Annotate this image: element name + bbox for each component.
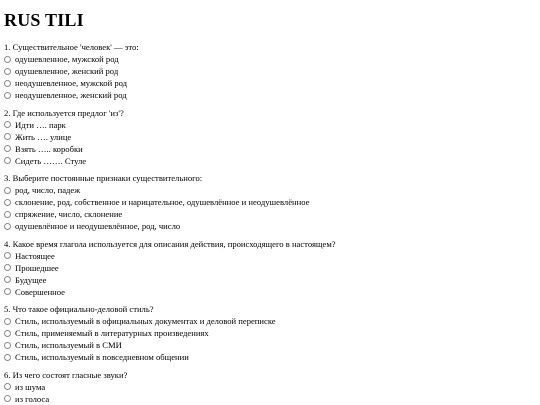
option-6-1-radio[interactable] (4, 383, 11, 390)
quiz-form (4, 41, 540, 405)
option-2-2-radio[interactable] (4, 133, 11, 140)
option-4-4[interactable] (4, 286, 540, 298)
option-2-2-label: Жить …. улице (15, 131, 72, 142)
question-4-text: 4. Какое время глагола используется для описания действия, происходящего в настоящем? (4, 238, 336, 249)
option-2-1[interactable] (4, 119, 540, 131)
option-5-4[interactable] (4, 351, 540, 363)
option-5-1[interactable] (4, 315, 540, 327)
question-2-text: 2. Где используется предлог 'из'? (4, 107, 124, 118)
option-2-1-label: Идти …. парк (15, 119, 66, 130)
option-1-4[interactable] (4, 89, 540, 101)
option-6-2-radio[interactable] (4, 395, 11, 402)
option-5-2[interactable] (4, 327, 540, 339)
question-5 (4, 303, 540, 363)
option-1-2[interactable] (4, 65, 540, 77)
option-3-1-radio[interactable] (4, 187, 11, 194)
option-5-2-radio[interactable] (4, 330, 11, 337)
option-3-3[interactable] (4, 208, 540, 220)
option-2-3[interactable] (4, 143, 540, 155)
option-2-4-radio[interactable] (4, 157, 11, 164)
option-1-3-radio[interactable] (4, 80, 11, 87)
option-5-4-label: Стиль, используемый в повседневном общении (15, 352, 189, 362)
question-6-text: 6. Из чего состоят гласные звуки? (4, 369, 128, 380)
option-2-4-label: Сидеть ……. Стуле (15, 155, 87, 166)
option-5-2-label: Стиль, применяемый в литературных произведениях (15, 328, 209, 338)
option-1-4-label: неодушевленное, женский род (15, 90, 127, 100)
option-4-3[interactable] (4, 274, 540, 286)
option-3-3-label: спряжение, число, склонение (15, 209, 123, 219)
option-3-4-radio[interactable] (4, 223, 11, 230)
option-4-2-radio[interactable] (4, 264, 11, 271)
option-6-1[interactable] (4, 381, 540, 393)
option-5-3[interactable] (4, 339, 540, 351)
option-1-1-radio[interactable] (4, 56, 11, 63)
option-5-4-radio[interactable] (4, 354, 11, 361)
question-5-text: 5. Что такое официально-деловой стиль? (4, 304, 154, 314)
option-1-3-label: неодушевленное, мужской род (15, 78, 128, 88)
option-6-2-label: из голоса (15, 393, 50, 404)
option-1-3[interactable] (4, 77, 540, 89)
option-4-2-label: Прошедшее (15, 262, 59, 273)
option-5-1-radio[interactable] (4, 318, 11, 325)
option-3-2[interactable] (4, 196, 540, 208)
option-4-1[interactable] (4, 250, 540, 262)
question-1 (4, 41, 540, 101)
option-4-4-label: Совершенное (15, 286, 65, 297)
question-3 (4, 172, 540, 232)
quiz-title: RUS TILI (4, 10, 84, 30)
option-6-1-label: из шума (15, 381, 46, 392)
option-1-1-label: одушевленное, мужской род (15, 54, 119, 64)
option-4-4-radio[interactable] (4, 288, 11, 295)
option-1-1[interactable] (4, 53, 540, 65)
option-4-2[interactable] (4, 262, 540, 274)
option-3-1[interactable] (4, 184, 540, 196)
option-5-3-radio[interactable] (4, 342, 11, 349)
option-2-3-radio[interactable] (4, 145, 11, 152)
option-5-1-label: Стиль, используемый в официальных документах и деловой переписке (15, 316, 276, 326)
option-1-2-label: одушевленное, женский род (15, 66, 119, 76)
question-2 (4, 107, 540, 167)
option-3-2-radio[interactable] (4, 199, 11, 206)
option-4-1-radio[interactable] (4, 252, 11, 259)
option-2-3-label: Взять ….. коробки (15, 143, 83, 154)
option-4-3-label: Будущее (15, 274, 47, 285)
option-3-4[interactable] (4, 220, 540, 232)
option-3-1-label: род, число, падеж (15, 185, 81, 195)
option-6-2[interactable] (4, 393, 540, 405)
option-2-2[interactable] (4, 131, 540, 143)
option-2-4[interactable] (4, 155, 540, 167)
option-1-2-radio[interactable] (4, 68, 11, 75)
option-3-4-label: одушевлённое и неодушевлённое, род, число (15, 221, 181, 231)
option-3-3-radio[interactable] (4, 211, 11, 218)
option-1-4-radio[interactable] (4, 92, 11, 99)
option-3-2-label: склонение, род, собственное и нарицательное, одушевлённое и неодушевлённое (15, 197, 310, 207)
question-1-text: 1. Существительное 'человек' — это: (4, 42, 139, 52)
option-4-3-radio[interactable] (4, 276, 11, 283)
question-6 (4, 369, 540, 405)
option-4-1-label: Настоящее (15, 250, 55, 261)
option-5-3-label: Стиль, используемый в СМИ (15, 340, 122, 350)
option-2-1-radio[interactable] (4, 121, 11, 128)
question-3-text: 3. Выберите постоянные признаки существительного: (4, 173, 203, 183)
question-4 (4, 238, 540, 298)
